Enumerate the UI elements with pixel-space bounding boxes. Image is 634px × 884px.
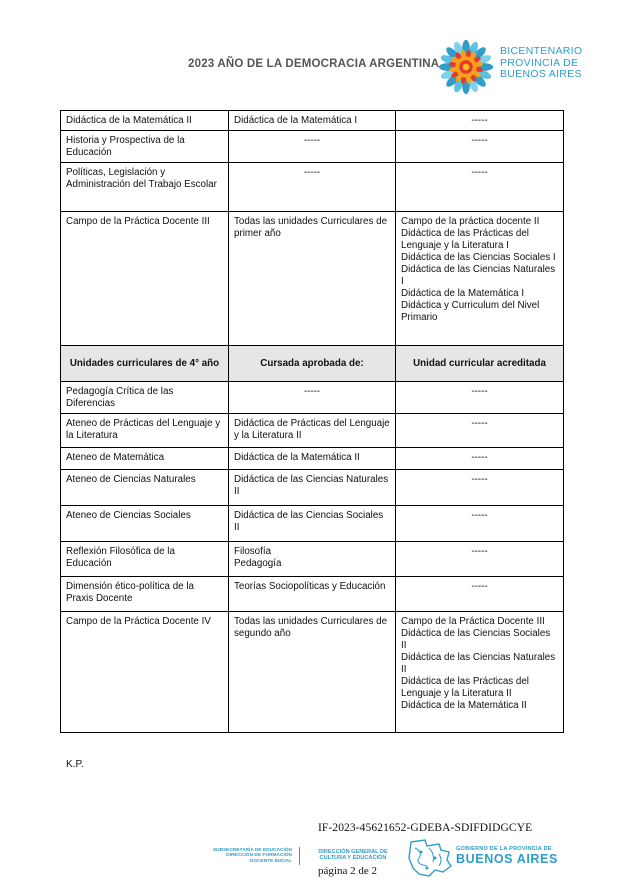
table-row [61, 577, 564, 612]
table-row [61, 111, 564, 131]
table-row [61, 470, 564, 506]
accredited-item: Campo de la práctica docente II [401, 216, 540, 227]
section-header-row [61, 346, 564, 382]
accredited-item: Didáctica de las Ciencias Naturales II [401, 652, 556, 675]
province-map-icon [405, 838, 453, 878]
accredited-item: Didáctica de las Ciencias Naturales I [401, 264, 556, 287]
footer-mid-line: DIRECCIÓN GENERAL DE [318, 849, 388, 855]
prereq-cell: Didáctica de las Ciencias Sociales II [229, 506, 396, 542]
header-accredited: Unidad curricular acreditada [396, 346, 564, 382]
accredited-item: Didáctica de las Ciencias Sociales I [401, 252, 556, 263]
header-title: 2023 AÑO DE LA DEMOCRACIA ARGENTINA [188, 58, 440, 70]
accredited-cell: ----- [396, 414, 564, 448]
prereq-cell: Todas las unidades Curriculares de primer año [229, 212, 396, 346]
table-row [61, 163, 564, 212]
page-number: página 2 de 2 [318, 865, 377, 877]
prereq-cell: ----- [229, 131, 396, 163]
table-row [61, 612, 564, 733]
accredited-item: Campo de la Práctica Docente III [401, 616, 545, 627]
unit-cell: Ateneo de Matemática [61, 448, 229, 470]
prereq-cell: Didáctica de las Ciencias Naturales II [229, 470, 396, 506]
prereq-cell: Teorías Sociopolíticas y Educación [229, 577, 396, 612]
document-id: IF-2023-45621652-GDEBA-SDIFDIDGCYE [318, 822, 533, 834]
table-row [61, 542, 564, 577]
footer-gobierno [456, 846, 558, 866]
accredited-item: Didáctica y Curriculum del Nivel Primario [401, 300, 540, 323]
accredited-item: Didáctica de las Prácticas del Lenguaje y la Literatura II [401, 676, 529, 699]
logo-line-3: BUENOS AIRES [500, 68, 582, 80]
footer-direccion [305, 849, 401, 862]
accredited-item: Didáctica de la Matemática II [401, 700, 527, 711]
unit-cell: Campo de la Práctica Docente III [61, 212, 229, 346]
logo-line-2: PROVINCIA DE [500, 56, 579, 69]
prereq-cell [229, 542, 396, 577]
footer-left-line: DIRECCIÓN DE FORMACIÓN [226, 853, 292, 859]
unit-cell: Pedagogía Crítica de las Diferencias [61, 382, 229, 414]
unit-cell: Didáctica de la Matemática II [61, 111, 229, 131]
footer-left-line: SUBSECRETARÍA DE EDUCACIÓN [212, 848, 292, 853]
accredited-cell: ----- [396, 577, 564, 612]
unit-cell: Campo de la Práctica Docente IV [61, 612, 229, 733]
signature-initials: K.P. [66, 759, 84, 770]
table-row [61, 382, 564, 414]
prereq-cell: Todas las unidades Curriculares de segundo año [229, 612, 396, 733]
accredited-item: Didáctica de las Prácticas del Lenguaje y la Literatura I [401, 228, 529, 251]
header-unit: Unidades curriculares de 4° año [61, 346, 229, 382]
prereq-item: Pedagogía [234, 558, 282, 569]
table-row [61, 414, 564, 448]
accredited-cell: ----- [396, 163, 564, 212]
footer-subsecretaria [198, 848, 292, 864]
footer-gobierno-big: BUENOS AIRES [456, 851, 558, 866]
accredited-cell: ----- [396, 448, 564, 470]
footer-mid-line: CULTURA Y EDUCACIÓN [319, 855, 387, 862]
unit-cell: Ateneo de Ciencias Sociales [61, 506, 229, 542]
table-row [61, 448, 564, 470]
table-row [61, 131, 564, 163]
accredited-cell: ----- [396, 131, 564, 163]
bicentenario-logo-text [500, 46, 582, 81]
prereq-cell: Didáctica de la Matemática II [229, 448, 396, 470]
curriculum-table [60, 110, 564, 733]
table-row [61, 212, 564, 346]
accredited-item: Didáctica de las Ciencias Sociales II [401, 628, 551, 651]
accredited-cell: ----- [396, 111, 564, 131]
footer-left-line: DOCENTE INICIAL [249, 858, 292, 864]
accredited-cell: ----- [396, 382, 564, 414]
accredited-cell [396, 612, 564, 733]
prereq-cell: Didáctica de la Matemática I [229, 111, 396, 131]
prereq-item: Filosofía [234, 546, 272, 557]
unit-cell: Dimensión ético-política de la Praxis Docente [61, 577, 229, 612]
unit-cell: Reflexión Filosófica de la Educación [61, 542, 229, 577]
accredited-cell: ----- [396, 542, 564, 577]
accredited-cell: ----- [396, 470, 564, 506]
prereq-cell: ----- [229, 382, 396, 414]
accredited-cell [396, 212, 564, 346]
header-prereq: Cursada aprobada de: [229, 346, 396, 382]
unit-cell: Ateneo de Ciencias Naturales [61, 470, 229, 506]
footer-gobierno-small: GOBIERNO DE LA PROVINCIA DE [456, 846, 552, 852]
table-row [61, 506, 564, 542]
unit-cell: Ateneo de Prácticas del Lenguaje y la Literatura [61, 414, 229, 448]
prereq-cell: ----- [229, 163, 396, 212]
unit-cell: Historia y Prospectiva de la Educación [61, 131, 229, 163]
flower-logo-icon [437, 38, 495, 96]
prereq-cell: Didáctica de Prácticas del Lenguaje y la Literatura II [229, 414, 396, 448]
unit-cell: Políticas, Legislación y Administración del Trabajo Escolar [61, 163, 229, 212]
accredited-cell: ----- [396, 506, 564, 542]
logo-line-1: BICENTENARIO [500, 45, 583, 57]
footer-divider [299, 847, 300, 865]
accredited-item: Didáctica de la Matemática I [401, 288, 525, 299]
